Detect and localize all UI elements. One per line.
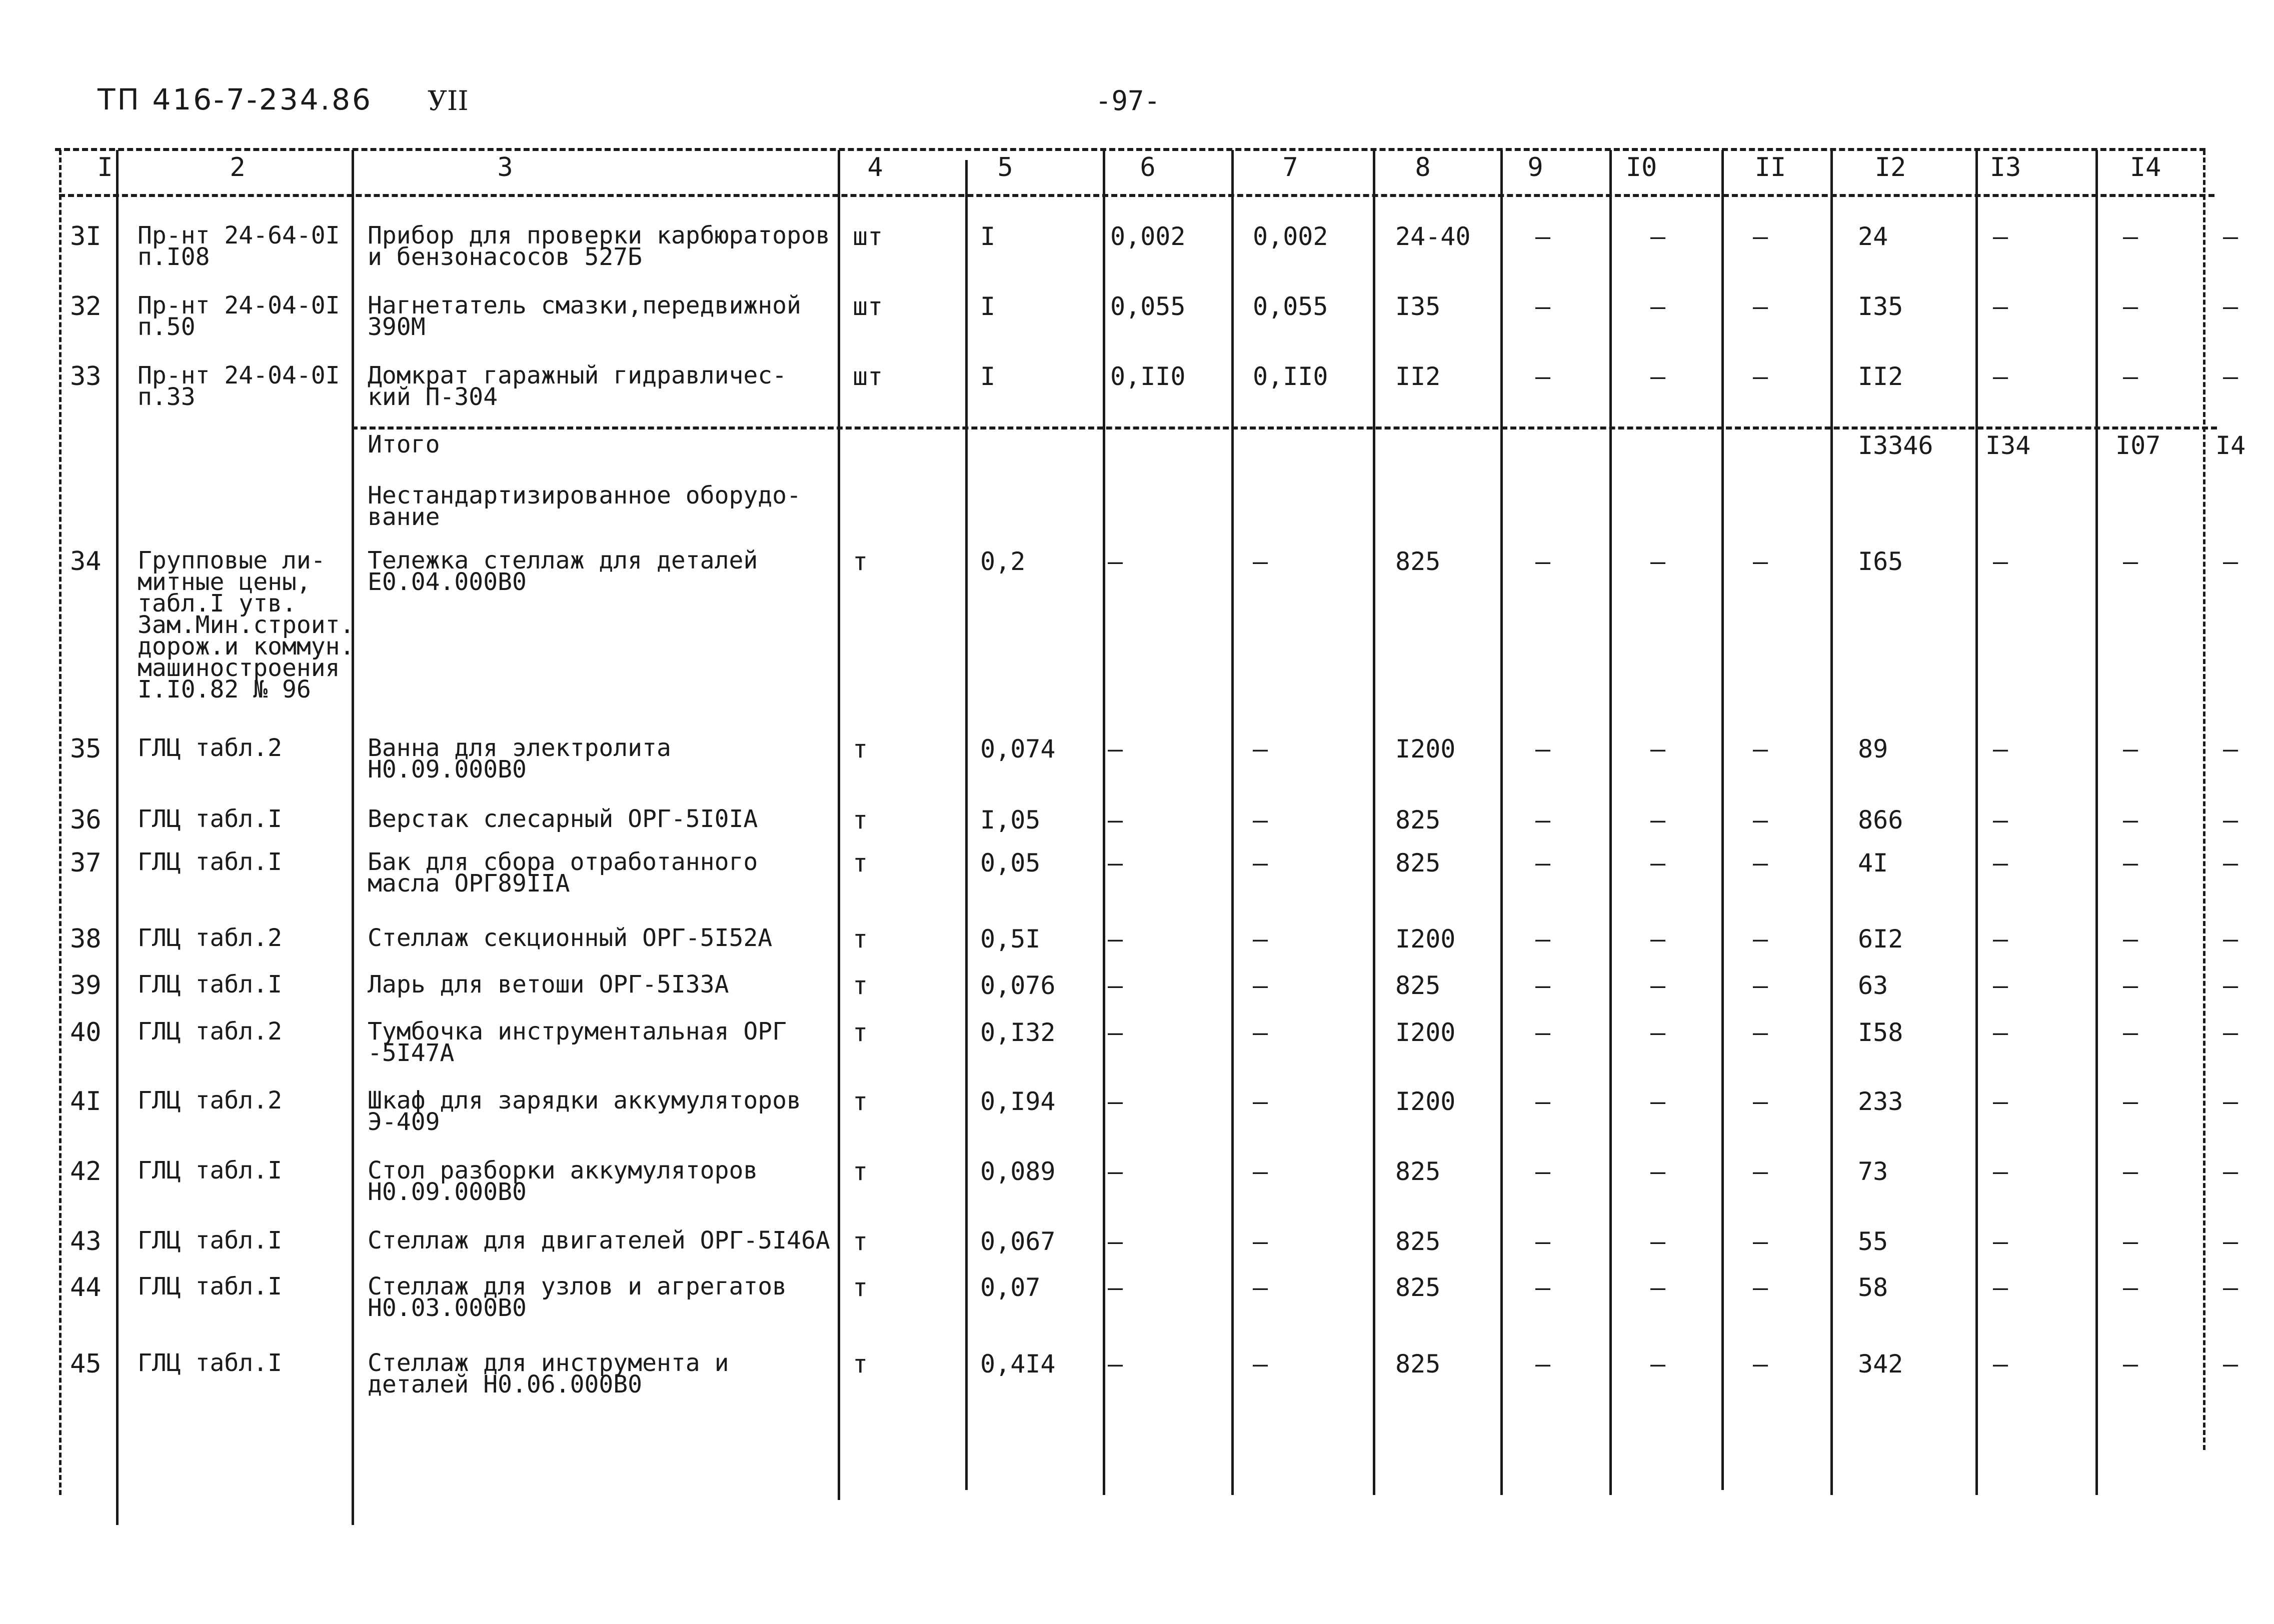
row-11-c10: – xyxy=(1650,971,1666,1000)
row-10-name: Стеллаж секционный ОРГ-5I52А xyxy=(368,924,773,952)
row-2-c8: I35 xyxy=(1395,292,1441,321)
row-16-c13: – xyxy=(1993,1273,2008,1302)
row-6-c15: – xyxy=(2223,547,2238,576)
row-13-c6: – xyxy=(1108,1087,1123,1116)
row-16-c8: 825 xyxy=(1395,1273,1441,1302)
row-12-c9: – xyxy=(1535,1018,1551,1047)
table-vertical-rule xyxy=(1721,150,1724,1490)
column-header-4: 4 xyxy=(867,152,883,182)
row-7-c10: – xyxy=(1650,734,1666,764)
row-3-c14: – xyxy=(2123,362,2138,391)
row-7-c12: 89 xyxy=(1858,734,1888,764)
table-vertical-rule xyxy=(352,150,354,1525)
row-9-name: Бак для сбора отработанного масла ОРГ89IIА xyxy=(368,848,758,898)
row-7-unit: т xyxy=(853,734,868,764)
row-3-c11: – xyxy=(1753,362,1768,391)
row-12-c14: – xyxy=(2123,1018,2138,1047)
row-3-qty: I xyxy=(980,362,996,391)
row-10-qty: 0,5I xyxy=(980,924,1041,954)
row-11-name: Ларь для ветоши ОРГ-5I33А xyxy=(368,970,729,998)
row-6-name: Тележка стеллаж для деталей Е0.04.000В0 xyxy=(368,546,758,596)
row-12-n: 40 xyxy=(70,1018,102,1048)
row-1-c12: 24 xyxy=(1858,222,1888,251)
document-code: ТП 416-7-234.86 xyxy=(98,82,373,116)
row-15-name: Стеллаж для двигателей ОРГ-5I46А xyxy=(368,1226,830,1254)
row-11-unit: т xyxy=(853,971,868,1000)
row-7-c9: – xyxy=(1535,734,1551,764)
row-7-c7: – xyxy=(1253,734,1268,764)
row-10-n: 38 xyxy=(70,924,102,954)
row-11-c12: 63 xyxy=(1858,971,1888,1000)
table-vertical-rule xyxy=(2203,150,2205,1450)
row-17-c11: – xyxy=(1753,1350,1768,1378)
table-subtotal-rule xyxy=(352,426,2217,430)
row-9-c8: 825 xyxy=(1395,848,1441,878)
row-8-c13: – xyxy=(1993,806,2008,834)
row-11-c8: 825 xyxy=(1395,971,1441,1000)
row-10-c11: – xyxy=(1753,924,1768,954)
row-13-c12: 233 xyxy=(1858,1087,1903,1116)
column-header-12: I2 xyxy=(1874,152,1906,182)
row-1-name: Прибор для проверки карбюраторов и бензонасосов 527Б xyxy=(368,222,830,271)
row-12-c6: – xyxy=(1108,1018,1123,1047)
row-15-c11: – xyxy=(1753,1227,1768,1256)
row-13-c13: – xyxy=(1993,1087,2008,1116)
row-12-c11: – xyxy=(1753,1018,1768,1047)
row-15-c8: 825 xyxy=(1395,1227,1441,1256)
row-9-unit: т xyxy=(853,848,868,878)
row-2-c14: – xyxy=(2123,292,2138,321)
row-7-c8: I200 xyxy=(1395,734,1456,764)
table-header-rule xyxy=(59,194,2214,197)
row-13-c14: – xyxy=(2123,1087,2138,1116)
row-17-qty: 0,4I4 xyxy=(980,1350,1056,1378)
row-17-unit: т xyxy=(853,1350,868,1378)
row-16-unit: т xyxy=(853,1273,868,1302)
row-17-c7: – xyxy=(1253,1350,1268,1378)
row-4-c15: I4 xyxy=(2215,431,2246,460)
row-17-c10: – xyxy=(1650,1350,1666,1378)
table-vertical-rule xyxy=(2095,150,2098,1495)
row-7-n: 35 xyxy=(70,734,102,764)
column-header-7: 7 xyxy=(1282,152,1298,182)
row-4-c12: I3346 xyxy=(1858,431,1933,460)
table-vertical-rule xyxy=(1231,150,1234,1495)
row-15-c15: – xyxy=(2223,1227,2238,1256)
row-1-c15: – xyxy=(2223,222,2238,251)
row-8-qty: I,05 xyxy=(980,806,1041,834)
row-12-c7: – xyxy=(1253,1018,1268,1047)
row-2-c13: – xyxy=(1993,292,2008,321)
row-11-c9: – xyxy=(1535,971,1551,1000)
table-vertical-rule xyxy=(1103,150,1105,1495)
row-3-src: Пр-нт 24-04-0I п.33 xyxy=(138,362,340,411)
row-2-c6: 0,055 xyxy=(1110,292,1186,321)
row-16-c10: – xyxy=(1650,1273,1666,1302)
row-16-name: Стеллаж для узлов и агрегатов Н0.03.000В0 xyxy=(368,1272,787,1322)
row-8-c14: – xyxy=(2123,806,2138,834)
row-1-src: Пр-нт 24-64-0I п.I08 xyxy=(138,222,340,271)
row-6-qty: 0,2 xyxy=(980,547,1026,576)
row-10-c8: I200 xyxy=(1395,924,1456,954)
row-14-unit: т xyxy=(853,1157,868,1186)
row-1-c10: – xyxy=(1650,222,1666,251)
row-7-c13: – xyxy=(1993,734,2008,764)
row-8-c6: – xyxy=(1108,806,1123,834)
row-9-qty: 0,05 xyxy=(980,848,1041,878)
row-1-qty: I xyxy=(980,222,996,251)
row-1-c11: – xyxy=(1753,222,1768,251)
row-15-c14: – xyxy=(2123,1227,2138,1256)
row-9-c13: – xyxy=(1993,848,2008,878)
row-14-c14: – xyxy=(2123,1157,2138,1186)
row-7-c11: – xyxy=(1753,734,1768,764)
row-10-c13: – xyxy=(1993,924,2008,954)
table-vertical-rule xyxy=(1500,150,1503,1495)
row-2-c9: – xyxy=(1535,292,1551,321)
row-8-c15: – xyxy=(2223,806,2238,834)
row-14-name: Стол разборки аккумуляторов Н0.09.000В0 xyxy=(368,1156,758,1206)
row-8-c12: 866 xyxy=(1858,806,1903,834)
column-header-8: 8 xyxy=(1415,152,1431,182)
row-16-n: 44 xyxy=(70,1272,102,1302)
column-header-3: 3 xyxy=(497,152,513,182)
row-9-c15: – xyxy=(2223,848,2238,878)
row-14-c12: 73 xyxy=(1858,1157,1888,1186)
row-10-c7: – xyxy=(1253,924,1268,954)
row-6-unit: т xyxy=(853,547,868,576)
row-13-name: Шкаф для зарядки аккумуляторов Э-409 xyxy=(368,1086,801,1136)
row-14-c11: – xyxy=(1753,1157,1768,1186)
row-8-c8: 825 xyxy=(1395,806,1441,834)
row-2-name: Нагнетатель смазки,передвижной 390М xyxy=(368,292,801,341)
row-7-src: ГЛЦ табл.2 xyxy=(138,734,282,762)
row-8-name: Верстак слесарный ОРГ-5I0IА xyxy=(368,805,758,833)
row-3-name: Домкрат гаражный гидравличес- кий П-304 xyxy=(368,362,787,411)
row-15-c6: – xyxy=(1108,1227,1123,1256)
row-15-n: 43 xyxy=(70,1226,102,1256)
row-15-c13: – xyxy=(1993,1227,2008,1256)
row-17-c9: – xyxy=(1535,1350,1551,1378)
row-17-c13: – xyxy=(1993,1350,2008,1378)
row-3-unit: шт xyxy=(853,362,883,391)
row-8-c9: – xyxy=(1535,806,1551,834)
row-3-c10: – xyxy=(1650,362,1666,391)
row-2-c7: 0,055 xyxy=(1253,292,1328,321)
row-16-c6: – xyxy=(1108,1273,1123,1302)
row-14-n: 42 xyxy=(70,1156,102,1186)
row-13-n: 4I xyxy=(70,1086,102,1116)
row-12-src: ГЛЦ табл.2 xyxy=(138,1018,282,1046)
row-13-src: ГЛЦ табл.2 xyxy=(138,1086,282,1114)
column-header-11: II xyxy=(1754,152,1786,182)
row-2-qty: I xyxy=(980,292,996,321)
row-8-c11: – xyxy=(1753,806,1768,834)
row-12-c13: – xyxy=(1993,1018,2008,1047)
row-15-c9: – xyxy=(1535,1227,1551,1256)
row-13-qty: 0,I94 xyxy=(980,1087,1056,1116)
row-16-c11: – xyxy=(1753,1273,1768,1302)
row-1-c6: 0,002 xyxy=(1110,222,1186,251)
row-9-c14: – xyxy=(2123,848,2138,878)
row-16-qty: 0,07 xyxy=(980,1273,1041,1302)
row-6-src: Групповые ли- митные цены, табл.I утв. Зам.Мин.строит. дорож.и коммун. машиностроения I.I0.82 № 96 xyxy=(138,546,355,704)
row-6-c6: – xyxy=(1108,547,1123,576)
table-vertical-rule xyxy=(59,150,62,1495)
row-14-src: ГЛЦ табл.I xyxy=(138,1156,282,1184)
row-11-n: 39 xyxy=(70,970,102,1000)
row-3-c12: II2 xyxy=(1858,362,1903,391)
row-4-c13: I34 xyxy=(1985,431,2031,460)
column-header-2: 2 xyxy=(230,152,246,182)
row-6-c9: – xyxy=(1535,547,1551,576)
row-6-c12: I65 xyxy=(1858,547,1903,576)
document-section: УII xyxy=(428,85,469,116)
row-13-c10: – xyxy=(1650,1087,1666,1116)
row-15-unit: т xyxy=(853,1227,868,1256)
row-10-unit: т xyxy=(853,924,868,954)
row-12-c12: I58 xyxy=(1858,1018,1903,1047)
row-2-c15: – xyxy=(2223,292,2238,321)
row-13-c15: – xyxy=(2223,1087,2238,1116)
row-14-qty: 0,089 xyxy=(980,1157,1056,1186)
row-1-c14: – xyxy=(2123,222,2138,251)
row-13-c7: – xyxy=(1253,1087,1268,1116)
row-15-c12: 55 xyxy=(1858,1227,1888,1256)
row-4-name: Итого xyxy=(368,430,440,458)
row-10-c12: 6I2 xyxy=(1858,924,1903,954)
row-13-c8: I200 xyxy=(1395,1087,1456,1116)
row-11-c15: – xyxy=(2223,971,2238,1000)
column-header-9: 9 xyxy=(1527,152,1543,182)
row-6-n: 34 xyxy=(70,546,102,576)
row-12-unit: т xyxy=(853,1018,868,1047)
row-2-c10: – xyxy=(1650,292,1666,321)
row-11-c11: – xyxy=(1753,971,1768,1000)
column-header-14: I4 xyxy=(2129,152,2161,182)
row-10-c10: – xyxy=(1650,924,1666,954)
row-1-n: 3I xyxy=(70,222,102,252)
row-13-c9: – xyxy=(1535,1087,1551,1116)
row-9-c7: – xyxy=(1253,848,1268,878)
column-header-13: I3 xyxy=(1989,152,2021,182)
row-6-c11: – xyxy=(1753,547,1768,576)
row-1-c8: 24-40 xyxy=(1395,222,1471,251)
row-13-c11: – xyxy=(1753,1087,1768,1116)
row-15-c7: – xyxy=(1253,1227,1268,1256)
row-2-c11: – xyxy=(1753,292,1768,321)
row-6-c10: – xyxy=(1650,547,1666,576)
row-9-c9: – xyxy=(1535,848,1551,878)
row-15-c10: – xyxy=(1650,1227,1666,1256)
row-17-c6: – xyxy=(1108,1350,1123,1378)
row-3-n: 33 xyxy=(70,362,102,392)
table-vertical-rule xyxy=(838,150,840,1500)
row-9-c6: – xyxy=(1108,848,1123,878)
column-header-6: 6 xyxy=(1140,152,1156,182)
column-header-10: I0 xyxy=(1625,152,1657,182)
row-2-unit: шт xyxy=(853,292,883,321)
row-8-n: 36 xyxy=(70,805,102,835)
row-2-c12: I35 xyxy=(1858,292,1903,321)
row-9-n: 37 xyxy=(70,848,102,878)
row-10-c9: – xyxy=(1535,924,1551,954)
row-8-c7: – xyxy=(1253,806,1268,834)
row-7-c15: – xyxy=(2223,734,2238,764)
row-14-c13: – xyxy=(1993,1157,2008,1186)
row-11-qty: 0,076 xyxy=(980,971,1056,1000)
row-3-c7: 0,II0 xyxy=(1253,362,1328,391)
row-4-c14: I07 xyxy=(2115,431,2161,460)
row-17-c14: – xyxy=(2123,1350,2138,1378)
row-17-name: Стеллаж для инструмента и деталей Н0.06.000В0 xyxy=(368,1349,729,1398)
row-12-c10: – xyxy=(1650,1018,1666,1047)
row-3-c8: II2 xyxy=(1395,362,1441,391)
row-11-c14: – xyxy=(2123,971,2138,1000)
row-16-c12: 58 xyxy=(1858,1273,1888,1302)
row-14-c10: – xyxy=(1650,1157,1666,1186)
row-8-unit: т xyxy=(853,806,868,834)
table-vertical-rule xyxy=(1373,150,1375,1495)
row-1-c9: – xyxy=(1535,222,1551,251)
table-vertical-rule xyxy=(965,160,968,1490)
row-6-c13: – xyxy=(1993,547,2008,576)
row-16-c7: – xyxy=(1253,1273,1268,1302)
row-1-c13: – xyxy=(1993,222,2008,251)
row-11-c7: – xyxy=(1253,971,1268,1000)
row-9-c11: – xyxy=(1753,848,1768,878)
row-14-c7: – xyxy=(1253,1157,1268,1186)
row-16-c15: – xyxy=(2223,1273,2238,1302)
row-10-src: ГЛЦ табл.2 xyxy=(138,924,282,952)
row-16-c9: – xyxy=(1535,1273,1551,1302)
row-10-c6: – xyxy=(1108,924,1123,954)
row-15-src: ГЛЦ табл.I xyxy=(138,1226,282,1254)
row-3-c15: – xyxy=(2223,362,2238,391)
row-17-c12: 342 xyxy=(1858,1350,1903,1378)
row-17-src: ГЛЦ табл.I xyxy=(138,1349,282,1377)
row-1-c7: 0,002 xyxy=(1253,222,1328,251)
row-13-unit: т xyxy=(853,1087,868,1116)
row-8-c10: – xyxy=(1650,806,1666,834)
row-15-qty: 0,067 xyxy=(980,1227,1056,1256)
row-3-c6: 0,II0 xyxy=(1110,362,1186,391)
row-10-c15: – xyxy=(2223,924,2238,954)
table-vertical-rule xyxy=(116,150,119,1525)
row-14-c9: – xyxy=(1535,1157,1551,1186)
row-10-c14: – xyxy=(2123,924,2138,954)
row-17-c15: – xyxy=(2223,1350,2238,1378)
row-17-c8: 825 xyxy=(1395,1350,1441,1378)
row-6-c8: 825 xyxy=(1395,547,1441,576)
row-17-n: 45 xyxy=(70,1349,102,1379)
row-14-c6: – xyxy=(1108,1157,1123,1186)
row-12-c8: I200 xyxy=(1395,1018,1456,1047)
row-3-c13: – xyxy=(1993,362,2008,391)
row-9-c12: 4I xyxy=(1858,848,1888,878)
row-11-c13: – xyxy=(1993,971,2008,1000)
row-3-c9: – xyxy=(1535,362,1551,391)
row-11-c6: – xyxy=(1108,971,1123,1000)
column-header-5: 5 xyxy=(997,152,1013,182)
row-16-src: ГЛЦ табл.I xyxy=(138,1272,282,1300)
row-7-c14: – xyxy=(2123,734,2138,764)
row-11-src: ГЛЦ табл.I xyxy=(138,970,282,998)
table-top-rule xyxy=(55,148,2205,151)
row-12-c15: – xyxy=(2223,1018,2238,1047)
page-number: -97- xyxy=(1095,85,1161,116)
column-header-1: I xyxy=(97,152,113,182)
row-2-n: 32 xyxy=(70,292,102,322)
row-7-name: Ванна для электролита Н0.09.000В0 xyxy=(368,734,671,784)
table-vertical-rule xyxy=(1975,150,1978,1495)
row-6-c14: – xyxy=(2123,547,2138,576)
row-12-name: Тумбочка инструментальная ОРГ -5I47А xyxy=(368,1018,787,1067)
row-7-qty: 0,074 xyxy=(980,734,1056,764)
row-9-c10: – xyxy=(1650,848,1666,878)
row-5-name: Нестандартизированное оборудо- вание xyxy=(368,482,801,531)
row-14-c15: – xyxy=(2223,1157,2238,1186)
row-9-src: ГЛЦ табл.I xyxy=(138,848,282,876)
row-7-c6: – xyxy=(1108,734,1123,764)
table-vertical-rule xyxy=(1609,150,1612,1495)
row-1-unit: шт xyxy=(853,222,883,251)
row-14-c8: 825 xyxy=(1395,1157,1441,1186)
row-12-qty: 0,I32 xyxy=(980,1018,1056,1047)
row-6-c7: – xyxy=(1253,547,1268,576)
row-8-src: ГЛЦ табл.I xyxy=(138,805,282,833)
row-16-c14: – xyxy=(2123,1273,2138,1302)
row-2-src: Пр-нт 24-04-0I п.50 xyxy=(138,292,340,341)
table-vertical-rule xyxy=(1830,150,1833,1495)
